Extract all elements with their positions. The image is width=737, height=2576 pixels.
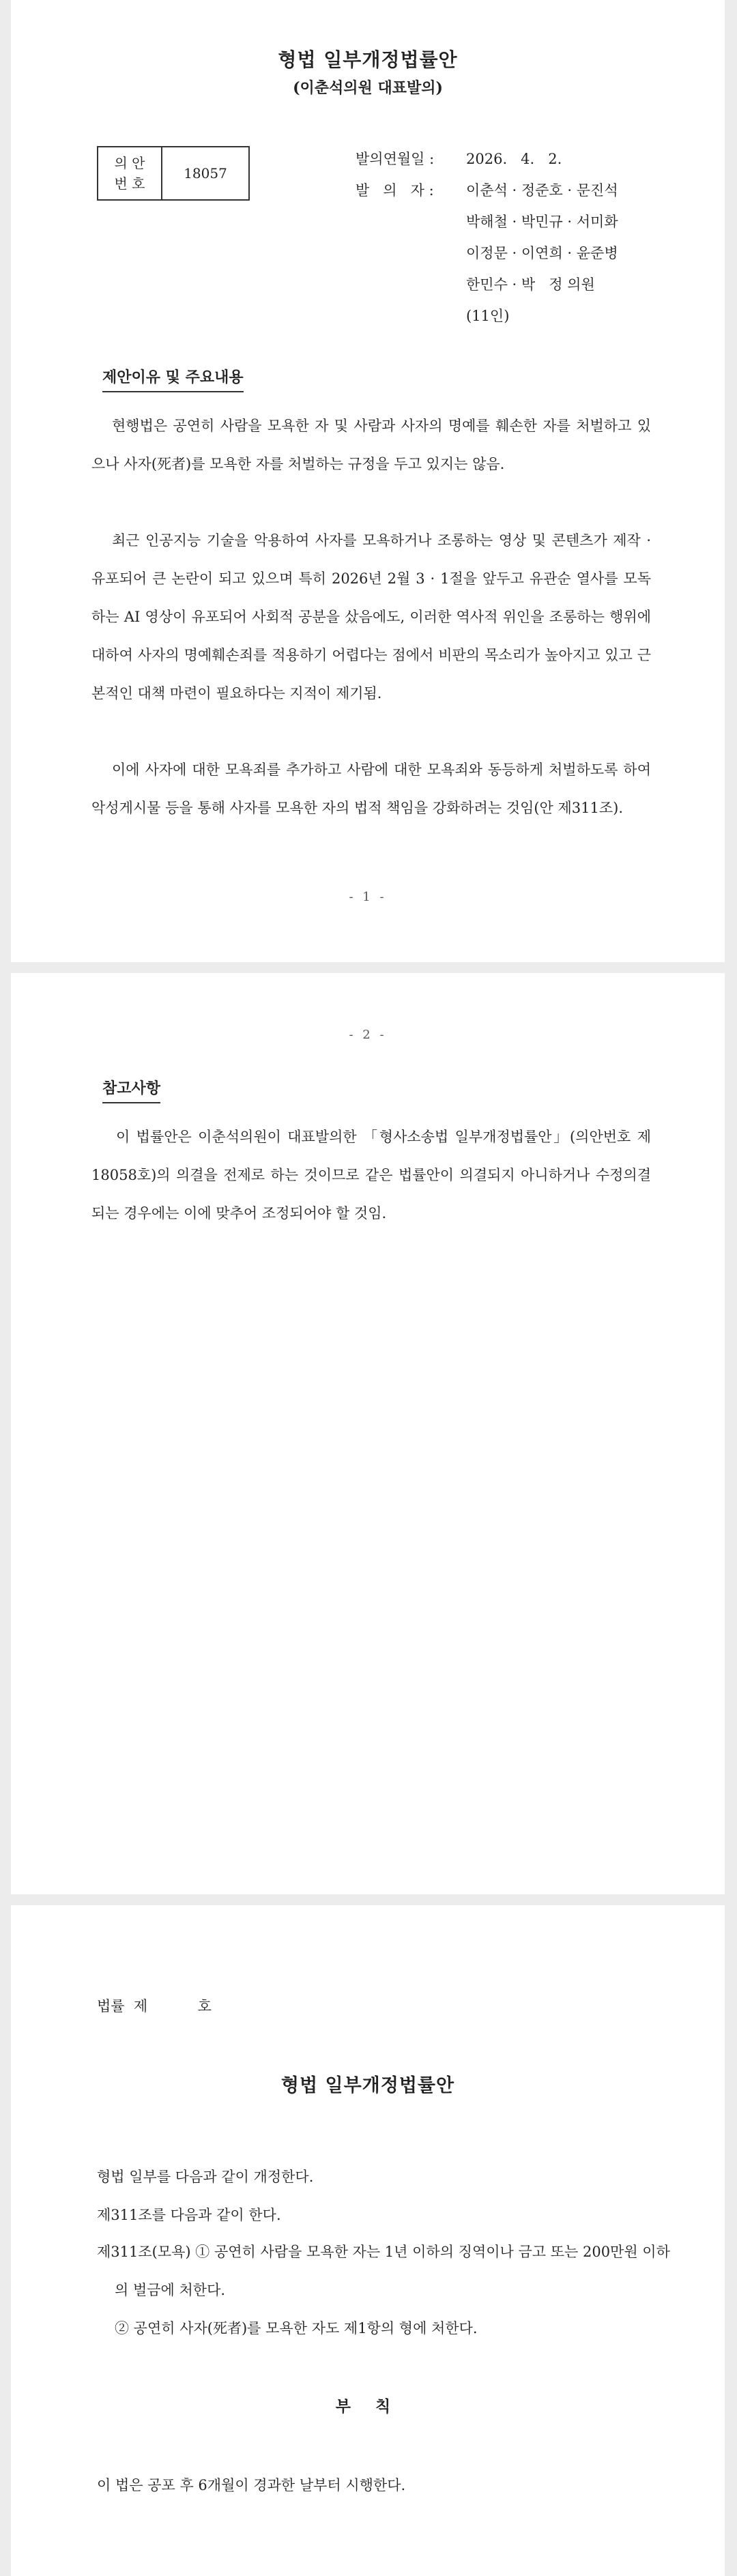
bill-number-label xyxy=(98,147,162,199)
notes-paragraph: 이 법률안은 이춘석의원이 대표발의한 「형사소송법 일부개정법률안」(의안번호 제18058호)의 의결을 전제로 하는 것이므로 같은 법률안이 의결되지 아니하거나 수정의결 되는 경우에는 이에 맞추어 조정되어야 할 것임. xyxy=(91,1129,651,1221)
proposal-date-label: 발의연월일 : xyxy=(356,151,435,167)
proposal-date-row xyxy=(356,143,618,175)
supplementary-heading: 부 칙 xyxy=(335,2397,401,2416)
reason-paragraph-1: 현행법은 공연히 사람을 모욕한 자 및 사람과 사자의 명예를 훼손한 자를 처벌하고 있으나 사자(死者)를 모욕한 자를 처벌하는 규정을 두고 있지는 않음. xyxy=(91,418,651,472)
proposers-line: 박해철 · 박민규 · 서미화 xyxy=(466,214,618,230)
bill-metadata xyxy=(356,143,618,332)
proposers-row xyxy=(356,175,618,332)
proposers-line: 이춘석 · 정준호 · 문진석 xyxy=(466,182,618,199)
proposers-count: (11인) xyxy=(466,308,510,324)
bill-number-label-line2: 번 호 xyxy=(114,175,145,192)
page-number: - 1 - xyxy=(349,890,387,904)
document-page-3 xyxy=(11,1905,725,2576)
amendment-title: 형법 일부개정법률안 xyxy=(280,2075,455,2096)
bill-number-box xyxy=(97,146,250,201)
supplementary-text: 이 법은 공포 후 6개월이 경과한 날부터 시행한다. xyxy=(97,2477,406,2493)
proposers-line: 한민수 · 박 정 의원 xyxy=(466,276,595,293)
reason-paragraph-2: 최근 인공지능 기술을 악용하여 사자를 모욕하거나 조롱하는 영상 및 콘텐츠가 제작 · 유포되어 큰 논란이 되고 있으며 특히 2026년 2월 3 · 1절을 앞두고 유관순 열사를 모독하는 AI 영상이 유포되어 사회적 공분을 샀음에도, 이러한 역사적 위인을 조롱하는 행위에 대하여 사자의 명예훼손죄를 적용하기 어렵다는 점에서 비판의 목소리가 높아지고 있고 근본적인 대책 마련이 필요하다는 지적이 제기됨. xyxy=(91,532,651,701)
bill-number-value: 18057 xyxy=(184,165,227,182)
law-number-line: 법률 제 호 xyxy=(97,1998,212,2014)
bill-title: 형법 일부개정법률안 xyxy=(278,48,458,71)
amendment-intro-line: 형법 일부를 다음과 같이 개정한다. xyxy=(97,2169,314,2185)
document-page-1 xyxy=(11,0,725,962)
proposers-list xyxy=(466,175,618,332)
bill-number-label-line1: 의 안 xyxy=(114,155,145,171)
bill-subtitle: (이춘석의원 대표발의) xyxy=(293,79,443,97)
proposers-label: 발 의 자 : xyxy=(356,182,434,199)
section-heading-reasons: 제안이유 및 주요내용 xyxy=(102,366,244,392)
article-311-clause-2: ② 공연히 사자(死者)를 모욕한 자도 제1항의 형에 처한다. xyxy=(115,2320,478,2336)
page-number: - 2 - xyxy=(349,1028,387,1042)
reason-paragraph-3: 이에 사자에 대한 모욕죄를 추가하고 사람에 대한 모욕죄와 동등하게 처벌하도록 하여 악성게시물 등을 통해 사자를 모욕한 자의 법적 책임을 강화하려는 것임(안 제311조). xyxy=(91,762,651,816)
proposers-line: 이정문 · 이연희 · 윤준병 xyxy=(466,245,618,261)
section-heading-notes: 참고사항 xyxy=(102,1077,160,1103)
document-page-2 xyxy=(11,973,725,1894)
proposal-date-value: 2026. 4. 2. xyxy=(466,151,562,167)
article-311-clause-1: 제311조(모욕) ① 공연히 사람을 모욕한 자는 1년 이하의 징역이나 금고 또는 200만원 이하의 벌금에 처한다. xyxy=(97,2244,670,2298)
amendment-intro-line: 제311조를 다음과 같이 한다. xyxy=(97,2207,281,2223)
